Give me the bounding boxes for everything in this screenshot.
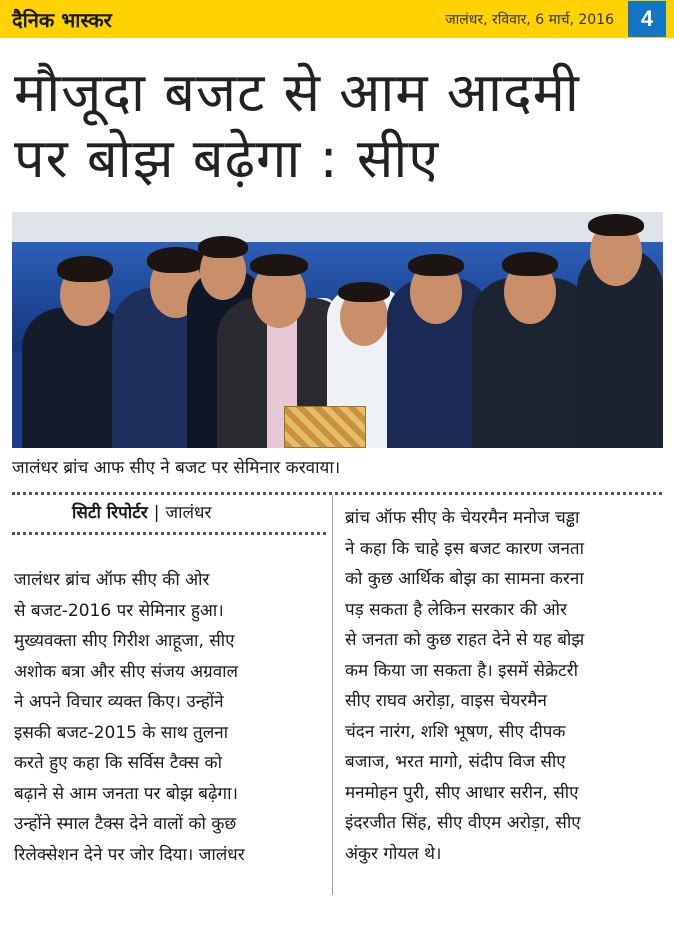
left-line: से बजट-2016 पर सेमिनार हुआ। — [14, 600, 224, 621]
left-line: रिलेक्सेशन देने पर जोर दिया। जालंधर — [14, 844, 245, 865]
headline-line-2: पर बोझ बढ़ेगा : सीए — [14, 127, 440, 190]
memento-box — [284, 406, 366, 448]
right-line: चंदन नारंग, शशि भूषण, सीए दीपक — [345, 721, 566, 742]
left-line: करते हुए कहा कि सर्विस टैक्स को — [14, 753, 223, 773]
article-column-left — [14, 565, 326, 870]
byline — [72, 500, 211, 523]
right-line: पड़ सकता है लेकिन सरकार की ओर — [345, 599, 567, 620]
byline-reporter: सिटी रिपोर्टर — [72, 503, 148, 523]
left-line: ने अपने विचार व्यक्त किए। उन्होंने — [14, 692, 224, 712]
news-photo — [12, 212, 663, 448]
left-line: इसकी बजट-2015 के साथ तुलना — [14, 722, 229, 743]
page-number-badge: 4 — [628, 1, 666, 37]
left-line: बढ़ाने से आम जनता पर बोझ बढ़ेगा। — [14, 783, 238, 804]
right-line: ब्रांच ऑफ सीए के चेयरमैन मनोज चड्ढा — [345, 508, 580, 528]
left-line: अशोक बत्रा और सीए संजय अग्रवाल — [14, 661, 239, 682]
column-rule — [332, 495, 333, 895]
section-divider — [12, 492, 662, 495]
left-line: जालंधर ब्रांच ऑफ सीए की ओर — [14, 570, 210, 590]
photo-caption: जालंधर ब्रांच आफ सीए ने बजट पर सेमिनार करवाया। — [12, 458, 341, 478]
byline-city: जालंधर — [165, 503, 212, 523]
right-line: अंकुर गोयल थे। — [345, 843, 442, 864]
article-column-right — [345, 503, 663, 869]
left-line: मुख्यवक्ता सीए गिरीश आहूजा, सीए — [14, 631, 235, 651]
newspaper-logo: दैनिक भास्कर — [12, 8, 112, 32]
right-line: बजाज, भरत मागो, संदीप विज सीए — [345, 752, 566, 772]
right-line: से जनता को कुछ राहत देने से यह बोझ — [345, 630, 585, 650]
right-line: इंदरजीत सिंह, सीए वीएम अरोड़ा, सीए — [345, 813, 581, 833]
right-line: मनमोहन पुरी, सीए आधार सरीन, सीए — [345, 782, 579, 803]
right-line: कम किया जा सकता है। इसमें सेक्रेटरी — [345, 660, 578, 681]
right-line: सीए राघव अरोड़ा, वाइस चेयरमैन — [345, 691, 547, 711]
byline-divider — [12, 532, 326, 535]
right-line: ने कहा कि चाहे इस बजट कारण जनता — [345, 538, 585, 559]
left-line: उन्होंने स्माल टैक्स देने वालों को कुछ — [14, 814, 237, 834]
dateline: जालंधर, रविवार, 6 मार्च, 2016 — [445, 12, 614, 28]
headline — [14, 60, 664, 192]
right-line: को कुछ आर्थिक बोझ का सामना करना — [345, 569, 584, 589]
byline-separator: | — [153, 503, 160, 523]
masthead-bar — [0, 0, 674, 38]
headline-line-1: मौजूदा बजट से आम आदमी — [14, 61, 580, 124]
